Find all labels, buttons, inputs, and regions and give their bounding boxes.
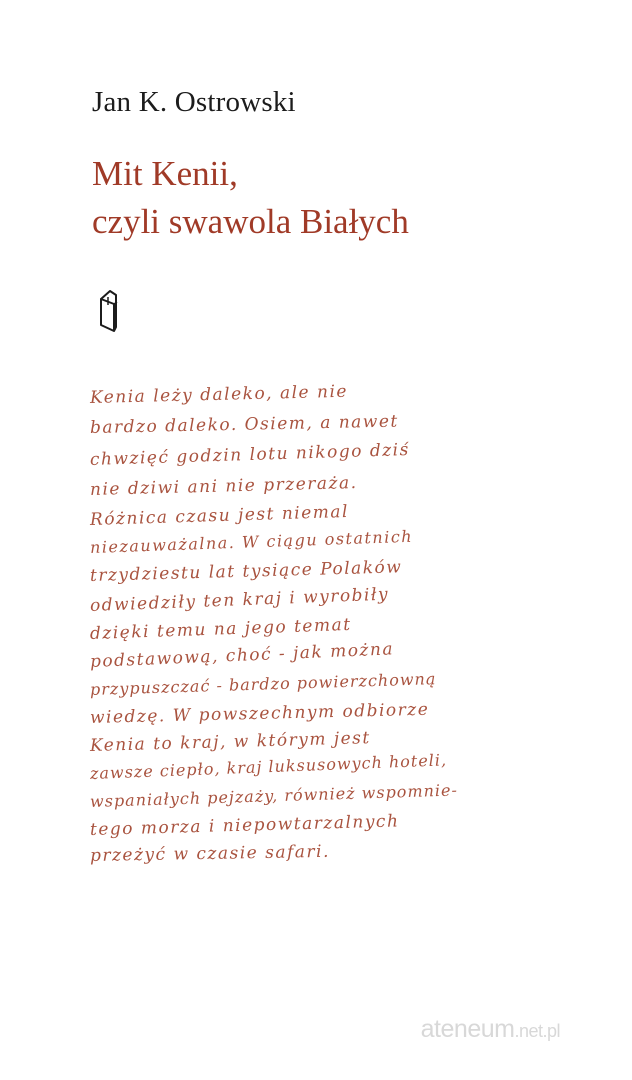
- handwritten-line: Kenia leży daleko, ale nie: [89, 381, 349, 408]
- handwritten-line: odwiedziły ten kraj i wyrobiły: [89, 584, 390, 616]
- watermark-brand: ateneum: [420, 1015, 515, 1043]
- handwritten-line: Kenia to kraj, w którym jest: [89, 728, 371, 756]
- handwritten-line: zawsze ciepło, kraj luksusowych hoteli,: [89, 750, 448, 783]
- handwritten-line: dzięki temu na jego temat: [89, 614, 352, 644]
- book-logo-icon-graphic: [94, 287, 126, 335]
- handwritten-excerpt: [80, 378, 550, 866]
- title-line-2: czyli swawola Białych: [92, 202, 409, 241]
- handwritten-line: wspaniałych pejzaży, również wspomnie-: [89, 780, 459, 811]
- author-name: Jan K. Ostrowski: [92, 86, 296, 118]
- watermark-suffix: .net.pl: [514, 1021, 560, 1041]
- handwritten-line: wiedzę. W powszechnym odbiorze: [89, 699, 430, 728]
- handwritten-line: podstawową, choć - jak można: [89, 639, 395, 672]
- handwritten-line: chwzięć godzin lotu nikogo dziś: [89, 439, 411, 470]
- handwritten-line: przypuszczać - bardzo powierzchowną: [89, 669, 437, 699]
- handwritten-line: tego morza i niepowtarzalnych: [89, 811, 400, 840]
- handwritten-line: bardzo daleko. Osiem, a nawet: [89, 411, 399, 438]
- title-line-1: Mit Kenii,: [92, 154, 238, 193]
- handwritten-line: nie dziwi ani nie przeraża.: [89, 472, 358, 500]
- handwritten-line: przeżyć w czasie safari.: [89, 841, 331, 866]
- watermark: [421, 1015, 560, 1044]
- handwritten-line: niezauważalna. W ciągu ostatnich: [89, 526, 414, 557]
- book-title: [92, 150, 409, 246]
- book-logo-icon: [94, 287, 126, 335]
- handwritten-line: Różnica czasu jest niemal: [89, 501, 350, 530]
- handwritten-line: trzydziestu lat tysiące Polaków: [89, 557, 403, 586]
